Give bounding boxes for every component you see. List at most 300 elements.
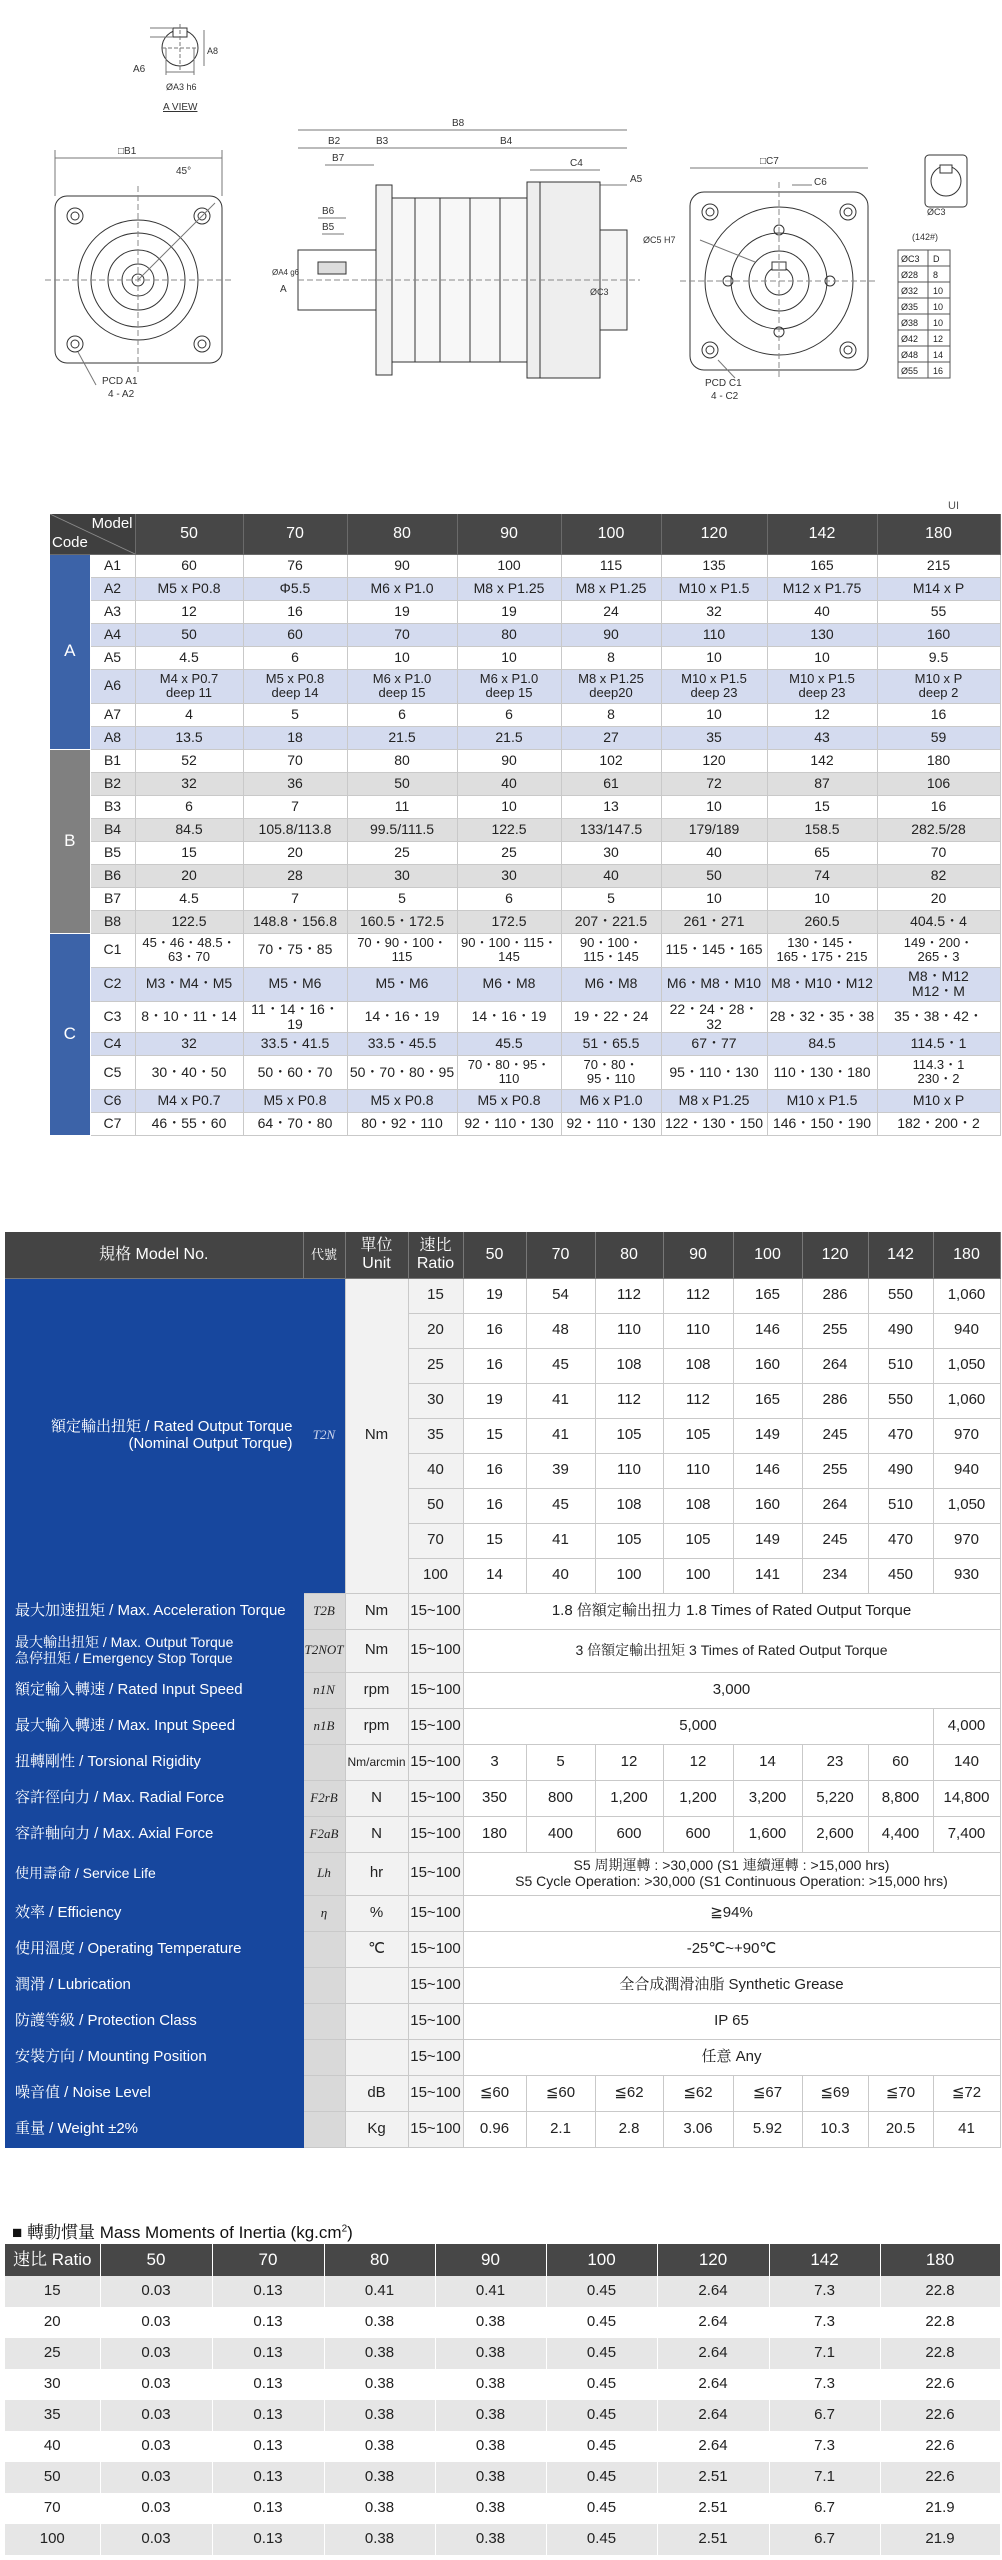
spec-value: ≦60 <box>526 2075 595 2111</box>
inertia-ratio: 30 <box>5 2369 100 2400</box>
dimension-code: C1 <box>90 933 135 967</box>
dimension-value: 110 <box>661 623 767 646</box>
inertia-value: 6.7 <box>769 2400 880 2431</box>
dimension-value: 182・200・2 <box>877 1112 1000 1135</box>
dimension-code: C3 <box>90 1001 135 1032</box>
dimension-code: A1 <box>90 554 135 577</box>
dimension-value: M3・M4・M5 <box>135 967 243 1001</box>
spec-name: 扭轉剛性 / Torsional Rigidity <box>5 1744 303 1780</box>
header-ratio: 速比 Ratio <box>408 1232 463 1278</box>
inertia-value: 0.13 <box>212 2524 324 2555</box>
dimension-value: M10 x P <box>877 1089 1000 1112</box>
spec-span-value: 3,000 <box>463 1672 1000 1708</box>
inertia-title-sup: 2 <box>341 2223 348 2235</box>
dimension-code: B6 <box>90 864 135 887</box>
torque-value: 15 <box>463 1523 526 1558</box>
spec-value: ≦60 <box>463 2075 526 2111</box>
spec-row <box>5 1629 1000 1672</box>
inertia-title-text: ■ 轉動慣量 Mass Moments of Inertia (kg.cm <box>12 2223 342 2242</box>
front-label-angle: 45° <box>176 166 192 177</box>
dimension-value: 50 <box>347 772 457 795</box>
spec-code <box>303 1744 345 1780</box>
dimension-value: 12 <box>135 600 243 623</box>
dimension-code: A4 <box>90 623 135 646</box>
dimension-value: 4.5 <box>135 887 243 910</box>
inertia-header: 50 <box>100 2244 212 2276</box>
inertia-value: 2.51 <box>657 2493 769 2524</box>
model-header: 80 <box>347 514 457 554</box>
spec-name: 防護等級 / Protection Class <box>5 2003 303 2039</box>
torque-value: 940 <box>933 1313 1000 1348</box>
dimension-value: 99.5/111.5 <box>347 818 457 841</box>
dimension-value: 122.5 <box>135 910 243 933</box>
inertia-value: 0.41 <box>324 2276 435 2307</box>
spec-name: 最大加速扭矩 / Max. Acceleration Torque <box>5 1593 303 1629</box>
dimension-value: 30 <box>561 841 661 864</box>
inertia-value: 0.45 <box>546 2338 657 2369</box>
dimension-row <box>50 818 1000 841</box>
dimension-value: 10 <box>661 646 767 669</box>
dimension-value: 35 <box>661 726 767 749</box>
dimension-row <box>50 646 1000 669</box>
inertia-value: 0.38 <box>435 2524 546 2555</box>
spec-value: 20.5 <box>868 2111 933 2147</box>
side-label-b4: B4 <box>500 136 513 147</box>
spec-ratio: 15~100 <box>408 1744 463 1780</box>
torque-value: 1,060 <box>933 1278 1000 1313</box>
dimension-value: 5 <box>347 887 457 910</box>
dimension-value: 7 <box>243 795 347 818</box>
model-header: 50 <box>135 514 243 554</box>
torque-value: 940 <box>933 1453 1000 1488</box>
inertia-value: 0.13 <box>212 2493 324 2524</box>
dimension-code: B8 <box>90 910 135 933</box>
dimension-value: M6 x P1.0 <box>347 577 457 600</box>
spec-ratio: 15~100 <box>408 2075 463 2111</box>
dimension-value: 25 <box>457 841 561 864</box>
dimension-value: 33.5・41.5 <box>243 1032 347 1055</box>
spec-unit: % <box>345 1895 408 1931</box>
dimension-value: 24 <box>561 600 661 623</box>
spec-code <box>303 2039 345 2075</box>
header-code: 代號 <box>303 1232 345 1278</box>
dimension-value: 70・80・95・ 110 <box>457 1055 561 1089</box>
spec-value: 10.3 <box>802 2111 868 2147</box>
spec-name: 容許徑向力 / Max. Radial Force <box>5 1780 303 1816</box>
model-header: 180 <box>877 514 1000 554</box>
dimension-value: 32 <box>661 600 767 623</box>
inertia-value: 0.38 <box>324 2338 435 2369</box>
inertia-value: 0.03 <box>100 2400 212 2431</box>
dimension-row <box>50 795 1000 818</box>
dimension-value: M5・M6 <box>243 967 347 1001</box>
torque-value: 41 <box>526 1418 595 1453</box>
dimension-value: M6・M8 <box>457 967 561 1001</box>
inertia-row <box>5 2307 1000 2338</box>
spec-row <box>5 2075 1000 2111</box>
side-label-c4: C4 <box>570 158 583 169</box>
inertia-value: 0.03 <box>100 2276 212 2307</box>
dimension-value: 50 <box>661 864 767 887</box>
dimension-value: 160.5・172.5 <box>347 910 457 933</box>
dimension-row <box>50 864 1000 887</box>
inertia-header: 120 <box>657 2244 769 2276</box>
dimension-value: 74 <box>767 864 877 887</box>
front-view <box>45 146 232 400</box>
spec-span-value: IP 65 <box>463 2003 1000 2039</box>
torque-value: 112 <box>663 1383 733 1418</box>
spec-unit: Nm <box>345 1629 408 1672</box>
inertia-value: 2.64 <box>657 2431 769 2462</box>
inertia-value: 0.03 <box>100 2431 212 2462</box>
dimension-value: 13.5 <box>135 726 243 749</box>
dimension-row <box>50 623 1000 646</box>
torque-value: 108 <box>663 1348 733 1383</box>
header-model-size: 180 <box>933 1232 1000 1278</box>
torque-value: 41 <box>526 1523 595 1558</box>
spec-row <box>5 2039 1000 2075</box>
dimension-value: 8 <box>561 646 661 669</box>
side-label-a: A <box>280 284 287 295</box>
dimension-value: M12 x P1.75 <box>767 577 877 600</box>
output-label-holes: 4 - C2 <box>711 391 739 402</box>
header-model-size: 142 <box>868 1232 933 1278</box>
spec-row <box>5 1744 1000 1780</box>
side-label-b8: B8 <box>452 118 465 129</box>
spec-value: 3 <box>463 1744 526 1780</box>
spec-row <box>5 2003 1000 2039</box>
spec-value: 1,200 <box>595 1780 663 1816</box>
bore-table-cell: Ø28 <box>901 270 919 280</box>
dimension-row <box>50 554 1000 577</box>
side-label-a4: ØA4 g6 <box>272 268 300 277</box>
inertia-value: 0.13 <box>212 2338 324 2369</box>
header-model-size: 70 <box>526 1232 595 1278</box>
spec-code <box>303 2075 345 2111</box>
inertia-value: 0.45 <box>546 2462 657 2493</box>
torque-value: 105 <box>663 1523 733 1558</box>
dimension-value: 10 <box>457 646 561 669</box>
bore-table-cell-bg <box>928 266 950 282</box>
inertia-value: 0.03 <box>100 2493 212 2524</box>
bore-table <box>898 250 950 378</box>
dimension-value: 106 <box>877 772 1000 795</box>
dimension-value: 10 <box>457 795 561 818</box>
dimension-value: 84.5 <box>767 1032 877 1055</box>
inertia-value: 6.7 <box>769 2493 880 2524</box>
bore-note: (142#) <box>912 232 939 242</box>
dimension-row <box>50 1055 1000 1089</box>
torque-value: 160 <box>733 1348 802 1383</box>
dimension-value: 33.5・45.5 <box>347 1032 457 1055</box>
inertia-header-row <box>5 2244 1000 2276</box>
dimension-value: 16 <box>243 600 347 623</box>
dimension-value: 9.5 <box>877 646 1000 669</box>
spec-row <box>5 1895 1000 1931</box>
dimension-value: 260.5 <box>767 910 877 933</box>
inertia-value: 2.64 <box>657 2400 769 2431</box>
rated-torque-name: 額定輸出扭矩 / Rated Output Torque (Nominal Output Torque) <box>5 1278 303 1593</box>
spec-value: 2.1 <box>526 2111 595 2147</box>
a-view-label-a3: ØA3 h6 <box>166 82 197 92</box>
spec-value: 60 <box>868 1744 933 1780</box>
dimension-value: 14・16・19 <box>457 1001 561 1032</box>
dimension-value: 158.5 <box>767 818 877 841</box>
torque-value: 470 <box>868 1418 933 1453</box>
bore-table-cell: 10 <box>933 286 944 296</box>
spec-row <box>5 1780 1000 1816</box>
dimension-value: 27 <box>561 726 661 749</box>
torque-value: 510 <box>868 1488 933 1523</box>
bore-table-cell: 12 <box>933 334 944 344</box>
dimension-value: 11 <box>347 795 457 818</box>
inertia-value: 0.38 <box>435 2338 546 2369</box>
spec-value: 23 <box>802 1744 868 1780</box>
corner-code-label: Code <box>52 534 88 552</box>
spec-code: Lh <box>303 1852 345 1895</box>
dimension-code: B3 <box>90 795 135 818</box>
spec-value: 5,220 <box>802 1780 868 1816</box>
dimension-value: M6 x P1.0 deep 15 <box>457 669 561 703</box>
spec-name: 使用溫度 / Operating Temperature <box>5 1931 303 1967</box>
torque-value: 16 <box>463 1348 526 1383</box>
dimension-value: 36 <box>243 772 347 795</box>
torque-value: 40 <box>526 1558 595 1593</box>
dimension-value: M5 x P0.8 <box>243 1089 347 1112</box>
torque-value: 45 <box>526 1348 595 1383</box>
dimension-value: 30 <box>347 864 457 887</box>
dimension-value: M5 x P0.8 <box>347 1089 457 1112</box>
torque-value: 1,050 <box>933 1488 1000 1523</box>
group-label: B <box>50 749 90 933</box>
inertia-value: 0.45 <box>546 2400 657 2431</box>
bore-label-c3: ØC3 <box>927 207 946 217</box>
inertia-row <box>5 2524 1000 2555</box>
dimension-value: 100 <box>457 554 561 577</box>
spec-name: 額定輸入轉速 / Rated Input Speed <box>5 1672 303 1708</box>
spec-ratio: 15~100 <box>408 1852 463 1895</box>
dimension-value: M5 x P0.8 <box>135 577 243 600</box>
dimension-value: 50・70・80・95 <box>347 1055 457 1089</box>
spec-value: 12 <box>595 1744 663 1780</box>
torque-value: 108 <box>595 1488 663 1523</box>
dimension-row <box>50 887 1000 910</box>
bore-table-cell: 14 <box>933 350 944 360</box>
dimension-value: M10 x P1.5 <box>661 577 767 600</box>
dimension-value: 21.5 <box>347 726 457 749</box>
spec-value: ≦72 <box>933 2075 1000 2111</box>
dimension-value: M8 x P1.25 deep20 <box>561 669 661 703</box>
ratio-value: 70 <box>408 1523 463 1558</box>
output-label-pcd: PCD C1 <box>705 378 742 389</box>
rated-torque-row <box>5 1278 1000 1313</box>
bore-table-cell: D <box>933 254 940 264</box>
spec-value: 3.06 <box>663 2111 733 2147</box>
dimension-value: 149・200・ 265・3 <box>877 933 1000 967</box>
dimension-value: 6 <box>457 887 561 910</box>
dimension-value: 120 <box>661 749 767 772</box>
dimension-value: 90・100・ 115・145 <box>561 933 661 967</box>
spec-value: 4,400 <box>868 1816 933 1852</box>
dimension-value: M8 x P1.25 <box>457 577 561 600</box>
dimension-value: 30 <box>457 864 561 887</box>
inertia-value: 2.64 <box>657 2338 769 2369</box>
bore-table-cell: Ø42 <box>901 334 919 344</box>
dimension-value: 102 <box>561 749 661 772</box>
spec-value: 350 <box>463 1780 526 1816</box>
dimension-value: 215 <box>877 554 1000 577</box>
dimension-value: 30・40・50 <box>135 1055 243 1089</box>
model-header: 100 <box>561 514 661 554</box>
dimension-value: 22・24・28・32 <box>661 1001 767 1032</box>
inertia-value: 0.03 <box>100 2462 212 2493</box>
dimension-code: C5 <box>90 1055 135 1089</box>
dimension-value: M5 x P0.8 deep 14 <box>243 669 347 703</box>
dimension-value: 148.8・156.8 <box>243 910 347 933</box>
dimension-value: 50 <box>135 623 243 646</box>
output-view <box>643 156 878 402</box>
dimension-value: Φ5.5 <box>243 577 347 600</box>
front-label-pcd: PCD A1 <box>102 376 138 387</box>
model-header: 70 <box>243 514 347 554</box>
inertia-value: 7.3 <box>769 2276 880 2307</box>
ratio-value: 25 <box>408 1348 463 1383</box>
header-unit: 單位 Unit <box>345 1232 408 1278</box>
torque-value: 108 <box>595 1348 663 1383</box>
spec-code: η <box>303 1895 345 1931</box>
spec-value: 0.96 <box>463 2111 526 2147</box>
corner-model-label: Model <box>91 515 133 532</box>
dimension-value: 87 <box>767 772 877 795</box>
dimension-value: 65 <box>767 841 877 864</box>
ratio-value: 15 <box>408 1278 463 1313</box>
torque-value: 16 <box>463 1313 526 1348</box>
torque-value: 41 <box>526 1383 595 1418</box>
dimension-value: 52 <box>135 749 243 772</box>
dimension-code: B7 <box>90 887 135 910</box>
spec-value: ≦67 <box>733 2075 802 2111</box>
dimension-value: M6・M8 <box>561 967 661 1001</box>
spec-value: 4,000 <box>933 1708 1000 1744</box>
torque-value: 550 <box>868 1383 933 1418</box>
spec-unit <box>345 1967 408 2003</box>
torque-value: 112 <box>595 1383 663 1418</box>
torque-value: 1,050 <box>933 1348 1000 1383</box>
dimension-value: M5 x P0.8 <box>457 1089 561 1112</box>
inertia-value: 2.64 <box>657 2307 769 2338</box>
inertia-ratio: 35 <box>5 2400 100 2431</box>
dimension-value: M10 x P1.5 <box>767 1089 877 1112</box>
inertia-value: 0.38 <box>435 2493 546 2524</box>
dimension-value: 70・75・85 <box>243 933 347 967</box>
dimension-value: 51・65.5 <box>561 1032 661 1055</box>
dimension-code: C6 <box>90 1089 135 1112</box>
spec-name: 安裝方向 / Mounting Position <box>5 2039 303 2075</box>
spec-unit: N <box>345 1816 408 1852</box>
spec-ratio: 15~100 <box>408 2003 463 2039</box>
model-header: 120 <box>661 514 767 554</box>
model-header: 142 <box>767 514 877 554</box>
dimension-value: 135 <box>661 554 767 577</box>
inertia-value: 0.03 <box>100 2338 212 2369</box>
torque-value: 54 <box>526 1278 595 1313</box>
inertia-header: 80 <box>324 2244 435 2276</box>
dimension-value: 5 <box>243 703 347 726</box>
spec-row <box>5 2111 1000 2147</box>
dimension-value: 10 <box>661 795 767 818</box>
torque-value: 165 <box>733 1383 802 1418</box>
spec-value: 1,600 <box>733 1816 802 1852</box>
dimension-value: 70・80・ 95・110 <box>561 1055 661 1089</box>
dimension-table <box>50 514 1001 1136</box>
inertia-value: 2.51 <box>657 2524 769 2555</box>
dimension-value: 92・110・130 <box>457 1112 561 1135</box>
a-view-label-a6: A6 <box>133 64 146 75</box>
torque-value: 970 <box>933 1523 1000 1558</box>
dimension-value: 110・130・180 <box>767 1055 877 1089</box>
spec-code <box>303 1967 345 2003</box>
bore-table-cell: Ø35 <box>901 302 919 312</box>
dimension-row <box>50 1089 1000 1112</box>
inertia-value: 7.1 <box>769 2462 880 2493</box>
inertia-value: 21.9 <box>880 2493 1000 2524</box>
ratio-value: 50 <box>408 1488 463 1523</box>
spec-value: ≦69 <box>802 2075 868 2111</box>
spec-name: 最大輸出扭矩 / Max. Output Torque 急停扭矩 / Emergency Stop Torque <box>5 1629 303 1672</box>
spec-span-value: 任意 Any <box>463 2039 1000 2075</box>
spec-value: 5 <box>526 1744 595 1780</box>
model-code-corner <box>50 514 135 554</box>
torque-value: 146 <box>733 1313 802 1348</box>
torque-value: 490 <box>868 1453 933 1488</box>
spec-value: 8,800 <box>868 1780 933 1816</box>
inertia-value: 0.38 <box>324 2524 435 2555</box>
dimension-value: M14 x P <box>877 577 1000 600</box>
inertia-header: 180 <box>880 2244 1000 2276</box>
spec-value: 600 <box>595 1816 663 1852</box>
inertia-value: 0.41 <box>435 2276 546 2307</box>
spec-ratio: 15~100 <box>408 1593 463 1629</box>
spec-row <box>5 1708 1000 1744</box>
bore-detail <box>898 155 967 378</box>
dimension-value: 6 <box>347 703 457 726</box>
inertia-value: 0.38 <box>324 2493 435 2524</box>
inertia-value: 0.38 <box>435 2307 546 2338</box>
spec-value: ≦70 <box>868 2075 933 2111</box>
dimension-value: 92・110・130 <box>561 1112 661 1135</box>
torque-value: 234 <box>802 1558 868 1593</box>
bore-table-cell: Ø55 <box>901 366 919 376</box>
dimension-value: 5 <box>561 887 661 910</box>
header-model: 規格 Model No. <box>5 1232 303 1278</box>
inertia-ratio: 25 <box>5 2338 100 2369</box>
dimension-value: 40 <box>661 841 767 864</box>
dimension-value: 28・32・35・38 <box>767 1001 877 1032</box>
inertia-ratio: 50 <box>5 2462 100 2493</box>
spec-name: 重量 / Weight ±2% <box>5 2111 303 2147</box>
dimension-value: 165 <box>767 554 877 577</box>
torque-value: 45 <box>526 1488 595 1523</box>
bore-table-cell: 10 <box>933 302 944 312</box>
dimension-code: A5 <box>90 646 135 669</box>
spec-unit: dB <box>345 2075 408 2111</box>
inertia-row <box>5 2431 1000 2462</box>
dimension-value: 130 <box>767 623 877 646</box>
inertia-row <box>5 2276 1000 2307</box>
inertia-ratio: 20 <box>5 2307 100 2338</box>
dimension-table-unit: UI <box>948 500 959 512</box>
torque-value: 48 <box>526 1313 595 1348</box>
